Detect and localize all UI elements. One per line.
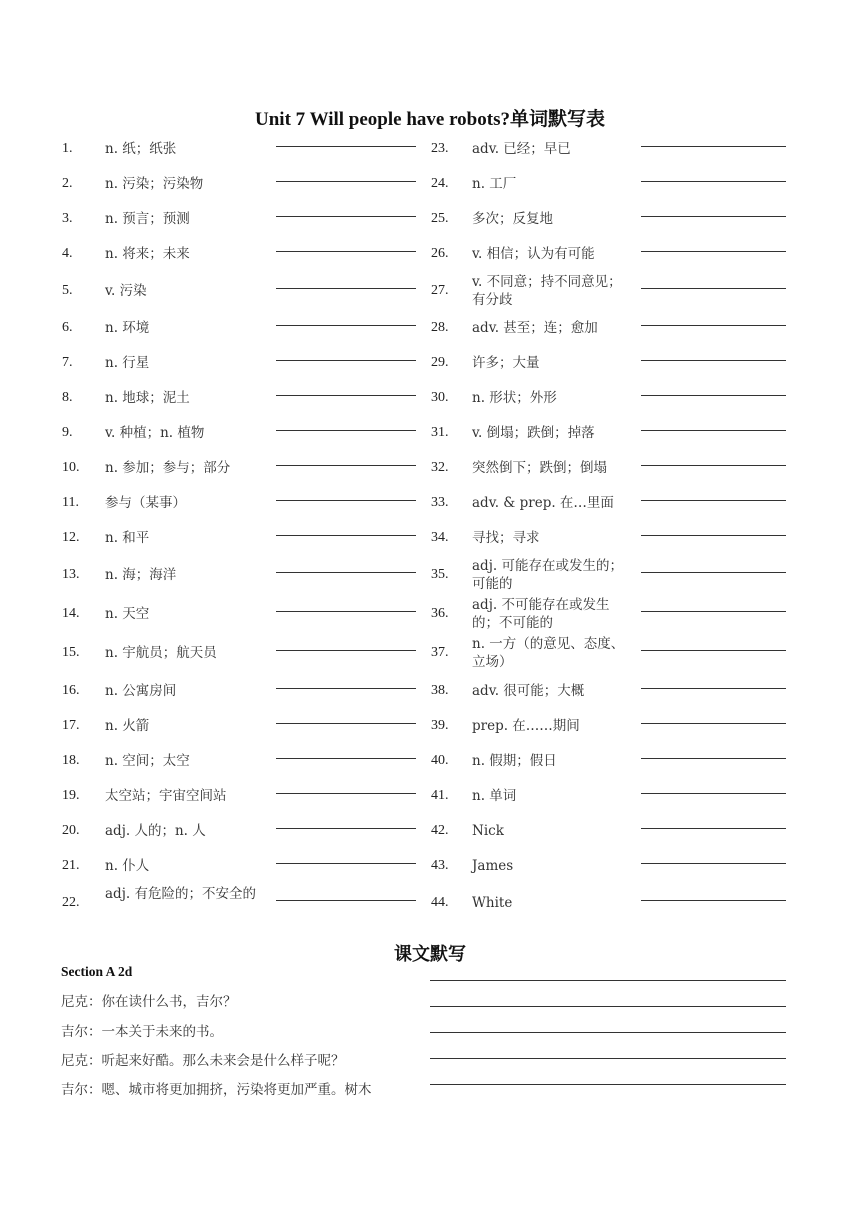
word-number: 24.: [431, 176, 449, 191]
word-number: 14.: [62, 606, 80, 621]
word-meaning: 太空站；宇宙空间站: [105, 788, 227, 804]
word-number: 3.: [62, 211, 73, 226]
answer-blank[interactable]: [276, 325, 416, 326]
answer-blank[interactable]: [276, 430, 416, 431]
word-number: 21.: [62, 858, 80, 873]
word-meaning: adv. & prep. 在…里面: [472, 495, 614, 511]
word-number: 30.: [431, 390, 449, 405]
answer-blank[interactable]: [641, 216, 786, 217]
word-number: 33.: [431, 495, 449, 510]
word-number: 35.: [431, 567, 449, 582]
word-meaning: v. 种植；n. 植物: [105, 425, 205, 441]
word-number: 2.: [62, 176, 73, 191]
word-number: 11.: [62, 495, 79, 510]
word-number: 17.: [62, 718, 80, 733]
word-number: 38.: [431, 683, 449, 698]
word-meaning: adv. 已经；早已: [472, 141, 571, 157]
word-meaning: prep. 在……期间: [472, 718, 580, 734]
answer-blank[interactable]: [641, 465, 786, 466]
answer-blank[interactable]: [641, 251, 786, 252]
answer-blank[interactable]: [641, 828, 786, 829]
passage-answer-line[interactable]: [430, 1006, 786, 1007]
answer-blank[interactable]: [641, 688, 786, 689]
word-number: 36.: [431, 606, 449, 621]
word-meaning: n. 形状；外形: [472, 390, 557, 406]
word-meaning: n. 将来；未来: [105, 246, 190, 262]
answer-blank[interactable]: [641, 758, 786, 759]
word-meaning: Nick: [472, 823, 504, 839]
word-meaning: n. 纸；纸张: [105, 141, 177, 157]
word-number: 23.: [431, 141, 449, 156]
word-meaning: adj. 人的；n. 人: [105, 823, 206, 839]
answer-blank[interactable]: [641, 395, 786, 396]
section-label: Section A 2d: [61, 964, 133, 979]
passage-line: 吉尔：一本关于未来的书。: [61, 1024, 223, 1040]
word-meaning: n. 单词: [472, 788, 517, 804]
answer-blank[interactable]: [276, 793, 416, 794]
word-meaning: v. 污染: [105, 283, 147, 299]
word-meaning: 寻找；寻求: [472, 530, 540, 546]
passage-line: 吉尔：嗯、城市将更加拥挤，污染将更加严重。树木: [61, 1082, 372, 1098]
passage-answer-line[interactable]: [430, 980, 786, 981]
word-meaning: v. 不同意；持不同意见；有分歧: [472, 274, 622, 308]
answer-blank[interactable]: [641, 500, 786, 501]
answer-blank[interactable]: [276, 288, 416, 289]
word-meaning: n. 海；海洋: [105, 567, 177, 583]
word-meaning: 许多；大量: [472, 355, 540, 371]
answer-blank[interactable]: [641, 900, 786, 901]
word-number: 39.: [431, 718, 449, 733]
answer-blank[interactable]: [276, 828, 416, 829]
passage-line: 尼克：听起来好酷。那么未来会是什么样子呢？: [61, 1053, 345, 1069]
word-number: 31.: [431, 425, 449, 440]
word-meaning: 突然倒下；跌倒；倒塌: [472, 460, 607, 476]
word-number: 34.: [431, 530, 449, 545]
answer-blank[interactable]: [276, 611, 416, 612]
word-number: 29.: [431, 355, 449, 370]
word-meaning: White: [472, 895, 513, 911]
word-number: 25.: [431, 211, 449, 226]
word-meaning: adv. 甚至；连；愈加: [472, 320, 598, 336]
word-number: 41.: [431, 788, 449, 803]
word-meaning: n. 宇航员；航天员: [105, 645, 217, 661]
page-title: Unit 7 Will people have robots?单词默写表: [255, 109, 605, 130]
word-number: 27.: [431, 283, 449, 298]
answer-blank[interactable]: [276, 863, 416, 864]
word-number: 16.: [62, 683, 80, 698]
word-meaning: n. 污染；污染物: [105, 176, 204, 192]
word-number: 15.: [62, 645, 80, 660]
word-meaning: n. 仆人: [105, 858, 150, 874]
word-meaning: n. 工厂: [472, 176, 517, 192]
word-number: 19.: [62, 788, 80, 803]
answer-blank[interactable]: [276, 535, 416, 536]
answer-blank[interactable]: [276, 181, 416, 182]
word-meaning: n. 空间；太空: [105, 753, 190, 769]
word-number: 43.: [431, 858, 449, 873]
answer-blank[interactable]: [276, 723, 416, 724]
word-meaning: n. 天空: [105, 606, 150, 622]
answer-blank[interactable]: [276, 360, 416, 361]
word-meaning: n. 环境: [105, 320, 150, 336]
word-number: 5.: [62, 283, 73, 298]
word-number: 8.: [62, 390, 73, 405]
word-number: 44.: [431, 895, 449, 910]
word-meaning: n. 火箭: [105, 718, 150, 734]
answer-blank[interactable]: [276, 500, 416, 501]
passage-answer-line[interactable]: [430, 1032, 786, 1033]
passage-answer-line[interactable]: [430, 1084, 786, 1085]
word-meaning: n. 参加；参与；部分: [105, 460, 231, 476]
word-meaning: adj. 有危险的；不安全的: [105, 886, 256, 902]
word-meaning: 参与（某事）: [105, 495, 186, 511]
answer-blank[interactable]: [276, 572, 416, 573]
answer-blank[interactable]: [641, 863, 786, 864]
answer-blank[interactable]: [276, 251, 416, 252]
answer-blank[interactable]: [276, 688, 416, 689]
word-meaning: n. 和平: [105, 530, 150, 546]
word-meaning: n. 预言；预测: [105, 211, 190, 227]
word-meaning: v. 倒塌；跌倒；掉落: [472, 425, 595, 441]
answer-blank[interactable]: [641, 611, 786, 612]
answer-blank[interactable]: [276, 650, 416, 651]
answer-blank[interactable]: [276, 465, 416, 466]
word-meaning: n. 假期；假日: [472, 753, 557, 769]
word-number: 26.: [431, 246, 449, 261]
answer-blank[interactable]: [641, 535, 786, 536]
answer-blank[interactable]: [641, 325, 786, 326]
answer-blank[interactable]: [276, 146, 416, 147]
word-number: 7.: [62, 355, 73, 370]
word-number: 13.: [62, 567, 80, 582]
answer-blank[interactable]: [641, 793, 786, 794]
word-number: 6.: [62, 320, 73, 335]
word-meaning: James: [472, 858, 514, 874]
word-meaning: adj. 可能存在或发生的；可能的: [472, 558, 623, 592]
answer-blank[interactable]: [641, 430, 786, 431]
answer-blank[interactable]: [641, 650, 786, 651]
word-meaning: n. 行星: [105, 355, 150, 371]
passage-line: 尼克：你在读什么书，吉尔？: [61, 994, 237, 1010]
word-number: 28.: [431, 320, 449, 335]
word-number: 22.: [62, 895, 80, 910]
word-meaning: 多次；反复地: [472, 211, 553, 227]
word-meaning: adj. 不可能存在或发生的；不可能的: [472, 597, 610, 631]
answer-blank[interactable]: [276, 216, 416, 217]
word-meaning: n. 地球；泥土: [105, 390, 190, 406]
answer-blank[interactable]: [276, 395, 416, 396]
answer-blank[interactable]: [641, 288, 786, 289]
word-meaning: n. 公寓房间: [105, 683, 177, 699]
answer-blank[interactable]: [641, 146, 786, 147]
word-number: 37.: [431, 645, 449, 660]
word-number: 40.: [431, 753, 449, 768]
answer-blank[interactable]: [641, 572, 786, 573]
word-meaning: adv. 很可能；大概: [472, 683, 585, 699]
answer-blank[interactable]: [276, 900, 416, 901]
word-number: 4.: [62, 246, 73, 261]
word-number: 18.: [62, 753, 80, 768]
answer-blank[interactable]: [276, 758, 416, 759]
word-meaning: v. 相信；认为有可能: [472, 246, 595, 262]
word-number: 1.: [62, 141, 73, 156]
word-number: 12.: [62, 530, 80, 545]
word-number: 9.: [62, 425, 73, 440]
answer-blank[interactable]: [641, 360, 786, 361]
answer-blank[interactable]: [641, 181, 786, 182]
answer-blank[interactable]: [641, 723, 786, 724]
word-number: 32.: [431, 460, 449, 475]
passage-title: 课文默写: [394, 944, 466, 965]
word-number: 10.: [62, 460, 80, 475]
passage-answer-line[interactable]: [430, 1058, 786, 1059]
word-number: 20.: [62, 823, 80, 838]
word-number: 42.: [431, 823, 449, 838]
word-meaning: n. 一方（的意见、态度、立场）: [472, 636, 625, 670]
